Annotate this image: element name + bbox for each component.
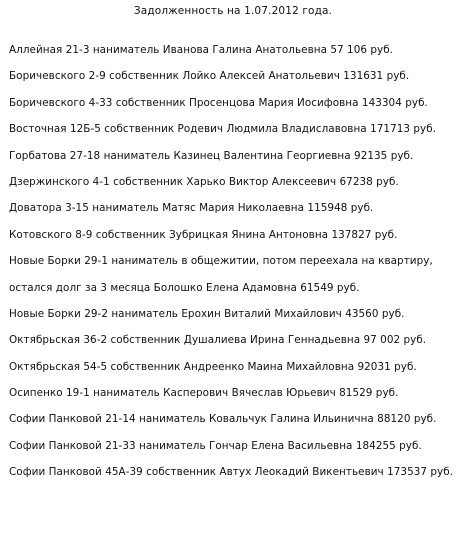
debt-entry-alleinaya: Аллейная 21-3 наниматель Иванова Галина Анатольевна 57 106 руб. [9, 44, 394, 56]
debt-entry-borichevskogo-4: Боричевского 4-33 собственник Просенцова Мария Иосифовна 143304 руб. [9, 96, 428, 109]
debt-entry-vostochnaya: Восточная 12Б-5 собственник Родевич Людмила Владиславовна 171713 руб. [9, 123, 437, 136]
debt-entry-novye-borki-2: Новые Борки 29-2 наниматель Ерохин Виталий Михайлович 43560 руб. [9, 307, 405, 320]
debt-list [9, 43, 461, 492]
debt-entry-borichevskogo-2: Боричевского 2-9 собственник Лойко Алексей Анатольевич 131631 руб. [9, 70, 410, 83]
debt-entry-osipenko: Осипенко 19-1 наниматель Касперович Вячеслав Юрьевич 81529 руб. [9, 387, 399, 400]
debt-entry-dzerzhinskogo: Дзержинского 4-1 собственник Харько Виктор Алексеевич 67238 руб. [9, 175, 399, 188]
document-title: Задолженность на 1.07.2012 года. [133, 5, 333, 17]
debt-entry-gorbatova: Горбатова 27-18 наниматель Казинец Валентина Георгиевна 92135 руб. [9, 149, 414, 162]
debt-entry-oktyabrskaya-54: Октябрьская 54-5 собственник Андреенко Маина Михайловна 92031 руб. [9, 360, 417, 373]
debt-entry-pankovoy-21-14: Софии Панковой 21-14 наниматель Ковальчук Галина Ильинична 88120 руб. [9, 413, 437, 426]
debt-entry-novye-borki-1: Новые Борки 29-1 наниматель в общежитии, потом переехала на квартиру, [9, 255, 433, 268]
debt-entry-pankovoy-21-33: Софии Панковой 21-33 наниматель Гончар Елена Васильевна 184255 руб. [9, 439, 422, 452]
debt-entry-novye-borki-1-cont: остался долг за 3 месяца Болошко Елена Адамовна 61549 руб. [9, 281, 360, 294]
debt-entry-oktyabrskaya-36: Октябрьская 36-2 собственник Душалиева Ирина Геннадьевна 97 002 руб. [9, 334, 427, 347]
debt-entry-kotovskogo: Котовского 8-9 собственник Зубрицкая Янина Антоновна 137827 руб. [9, 228, 398, 241]
debt-entry-dovatora: Доватора 3-15 наниматель Матяс Мария Николаевна 115948 руб. [9, 202, 374, 215]
debt-entry-pankovoy-45a: Софии Панковой 45А-39 собственник Автух Леокадий Викентьевич 173537 руб. [9, 466, 454, 479]
